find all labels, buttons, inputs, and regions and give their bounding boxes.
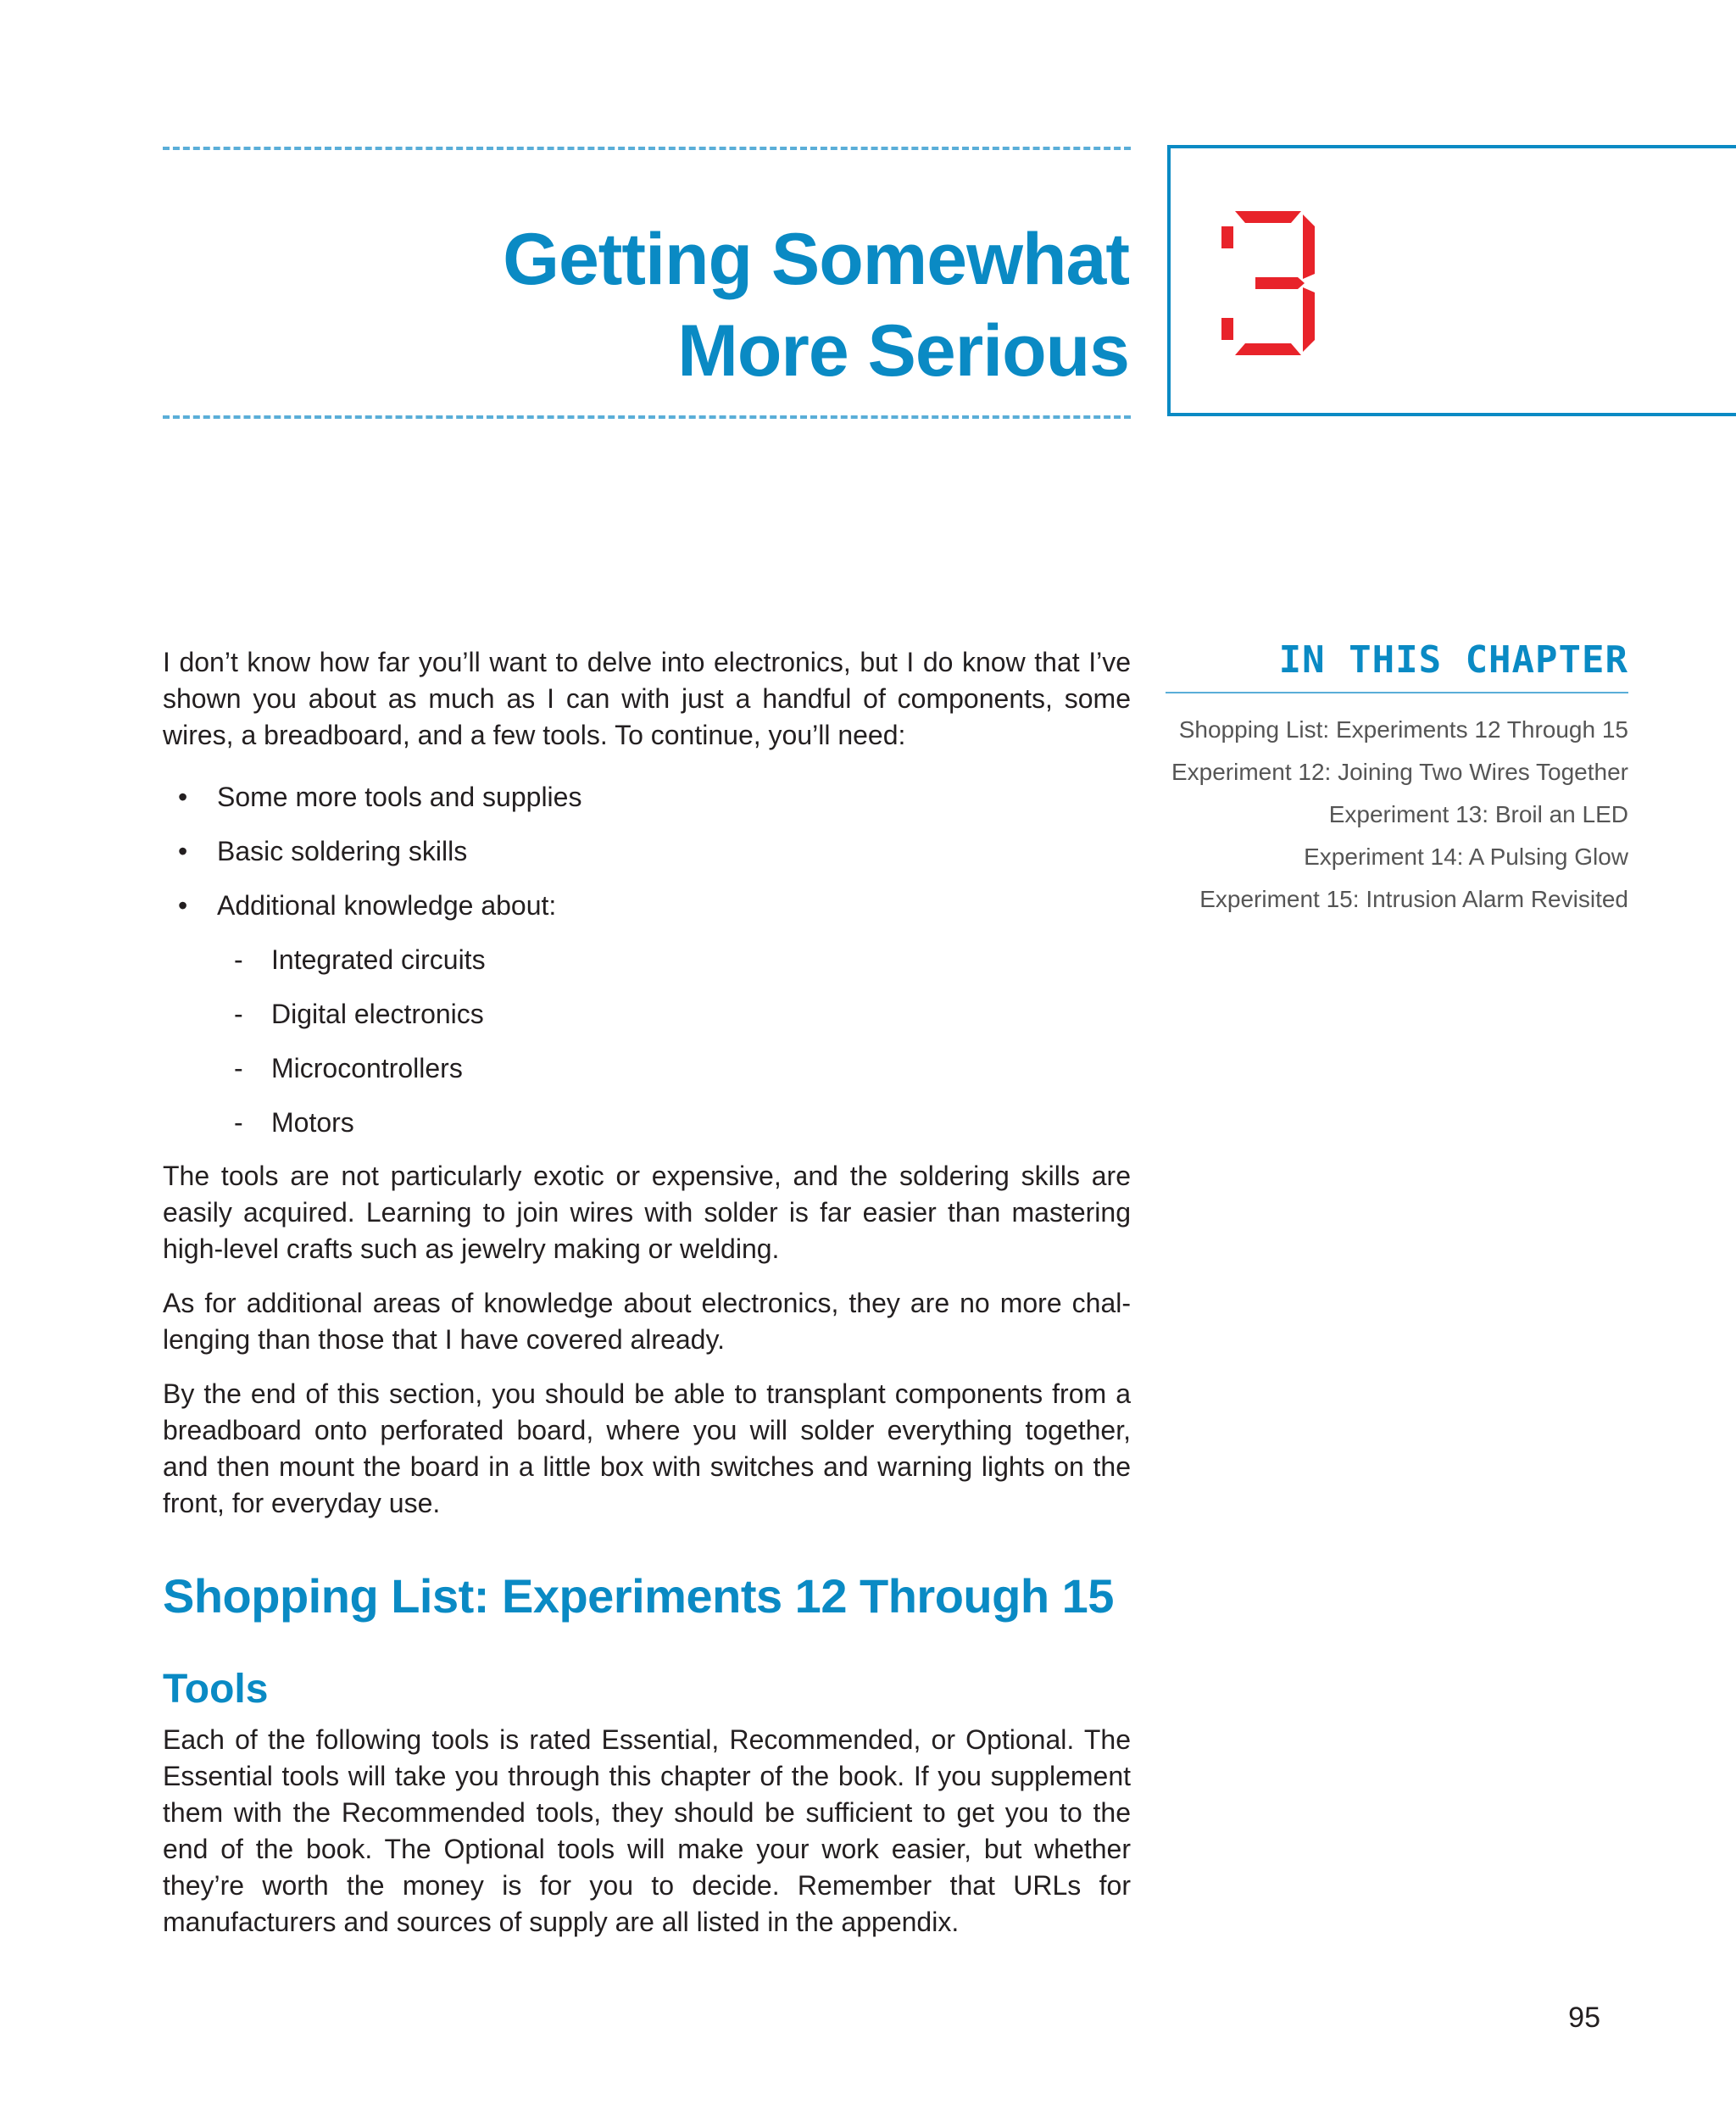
contents-item-experiment-12[interactable]: Experiment 12: Joining Two Wires Together xyxy=(1171,759,1628,785)
section-heading: Shopping List: Experiments 12 Through 15 xyxy=(163,1569,1114,1623)
contents-item-shopping-list[interactable]: Shopping List: Experiments 12 Through 15 xyxy=(1178,716,1628,743)
chapter-number-box xyxy=(1167,145,1736,416)
list-item-text: Basic soldering skills xyxy=(217,836,468,866)
header-rule-bottom xyxy=(163,415,1131,419)
subsection-heading: Tools xyxy=(163,1667,269,1712)
list-item-text: Some more tools and supplies xyxy=(217,782,582,812)
sidebar-heading: IN THIS CHAPTER xyxy=(1166,638,1628,693)
requirements-list xyxy=(163,770,1131,1150)
sub-list-item xyxy=(163,1095,1131,1150)
chapter-number-3 xyxy=(1221,211,1315,355)
sub-list-item-text: Digital electronics xyxy=(271,999,484,1029)
list-item xyxy=(163,824,1131,878)
tools-paragraph: The tools are not particularly exotic or expensive, and the soldering skills are easily acquired. Learning to join wires with solder is far easier than mastering high-level crafts such as jewelry making or welding. xyxy=(163,1161,1131,1264)
contents-item-experiment-13[interactable]: Experiment 13: Broil an LED xyxy=(1328,801,1628,827)
chapter-title-line-1: Getting Somewhat xyxy=(503,219,1129,300)
section-goal-paragraph: By the end of this section, you should be able to transplant components from a breadboard onto perforated board, where you will solder everything together, and then mount the board in a little box with switches and warning lights on the front, for everyday use. xyxy=(163,1378,1131,1518)
bullet-marker: • xyxy=(178,836,188,866)
knowledge-paragraph: As for additional areas of knowledge about electronics, they are no more challenging than those that I have covered already. xyxy=(163,1288,1131,1355)
chapter-title-line-2: More Serious xyxy=(677,310,1129,392)
dash-marker: - xyxy=(234,1053,243,1083)
sub-list-item xyxy=(163,1041,1131,1095)
dash-marker: - xyxy=(234,1107,243,1138)
contents-item-experiment-14[interactable]: Experiment 14: A Pulsing Glow xyxy=(1304,844,1628,870)
chapter-title xyxy=(503,214,1129,397)
dash-marker: - xyxy=(234,999,243,1029)
sub-list-item-text: Microcontrollers xyxy=(271,1053,463,1083)
sub-list-item-text: Motors xyxy=(271,1107,354,1138)
sub-list-item xyxy=(163,987,1131,1041)
main-text xyxy=(163,644,1131,1958)
chapter-contents-list xyxy=(1166,693,1628,921)
list-item xyxy=(163,878,1131,933)
contents-item-experiment-15[interactable]: Experiment 15: Intrusion Alarm Revisited xyxy=(1199,886,1628,912)
bullet-marker: • xyxy=(178,782,188,812)
list-item xyxy=(163,770,1131,824)
header-rule-top xyxy=(163,147,1131,150)
page-number: 95 xyxy=(1568,2002,1600,2034)
intro-paragraph: I don’t know how far you’ll want to delve into electronics, but I do know that I’ve shown you about as much as I can with just a handful of components, some wires, a breadboard, and a few tools. To continue, you’ll need: xyxy=(163,647,1131,750)
sub-list-item xyxy=(163,933,1131,987)
dash-marker: - xyxy=(234,944,243,975)
bullet-marker: • xyxy=(178,890,188,921)
tools-rating-paragraph: Each of the following tools is rated Essential, Recommended, or Optional. The Essential tools will take you through this chapter of the book. If you supplement them with the Recommended tools, they should be sufficient to get you to the end of the book. The Optional tools will make your work easier, but whether they’re worth the money is for you to decide. Remember that URLs for manufacturers and sources of supply are all listed in the appendix. xyxy=(163,1724,1131,1937)
in-this-chapter-sidebar xyxy=(1166,638,1628,921)
sub-list-item-text: Integrated circuits xyxy=(271,944,486,975)
list-item-text: Additional knowledge about: xyxy=(217,890,557,921)
